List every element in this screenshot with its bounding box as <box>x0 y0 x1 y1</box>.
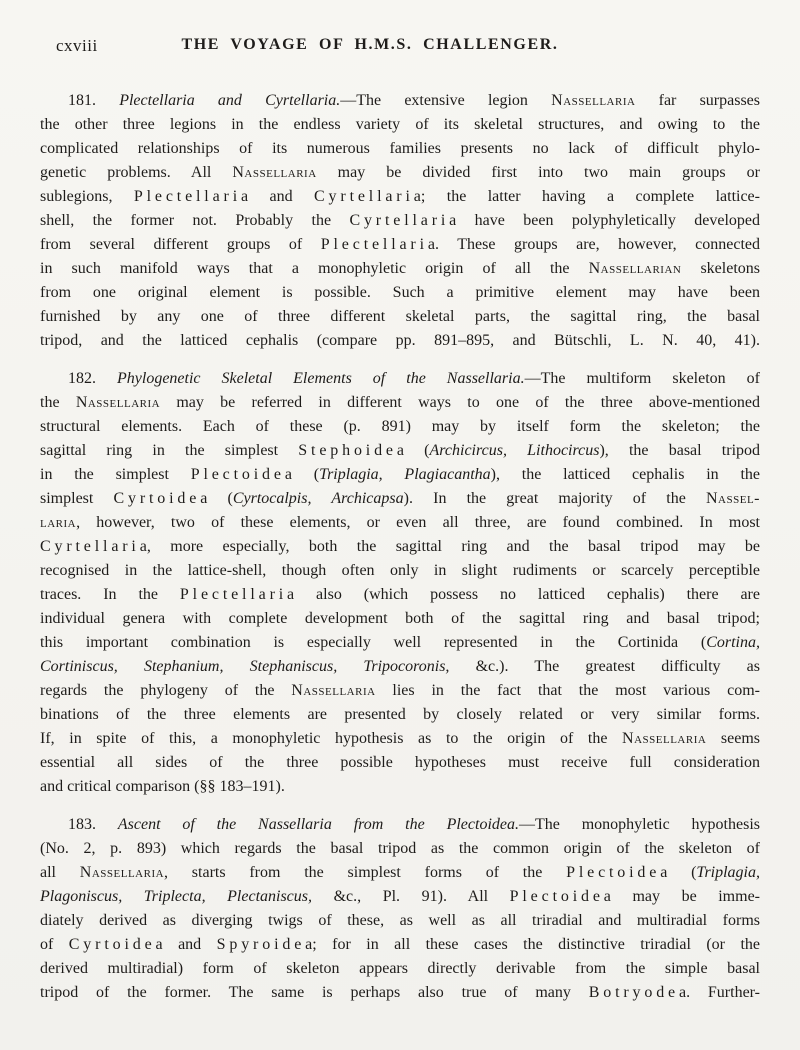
text-run: complicated relationships of its numerous families presents no lack of difficult phylo- <box>40 140 760 157</box>
text-run: (No. 2, p. 893) which regards the basal tripod as the common origin of the skeleton of <box>40 840 760 857</box>
page-number: cxviii <box>56 36 98 55</box>
text-run: skeletons <box>681 260 760 277</box>
text-line <box>40 89 760 113</box>
text-run: Plectoidea <box>566 864 672 881</box>
text-line <box>40 861 760 885</box>
text-run: Cyrtellaria <box>40 538 151 555</box>
text-line <box>40 957 760 981</box>
text-run: —The monophyletic hypothesis <box>519 816 761 833</box>
text-run: genetic problems. All <box>40 164 233 181</box>
text-run: furnished by any one of three different skeletal parts, the sagittal ring, the basal <box>40 308 760 325</box>
text-run: tripod, and the latticed cephalis (compare pp. 891–895, and Bütschli, L. N. 40, 41). <box>40 332 760 349</box>
text-line <box>40 631 760 655</box>
text-run: Phylogenetic Skeletal Elements of the Nassellaria. <box>117 370 525 387</box>
text-run: essential all sides of the three possible hypotheses must receive full consideration <box>40 754 760 771</box>
text-run: structural elements. Each of these (p. 891) may by itself form the skeleton; the <box>40 418 760 435</box>
text-line <box>40 703 760 727</box>
text-line <box>40 257 760 281</box>
text-line <box>40 391 760 415</box>
text-run: Triplagia, <box>696 864 760 881</box>
text-line <box>40 535 760 559</box>
text-run: If, in spite of this, a monophyletic hypothesis as to the origin of the <box>40 730 623 747</box>
text-run: ( <box>403 442 430 459</box>
text-run: individual genera with complete development both of the sagittal ring and basal tripod; <box>40 610 760 627</box>
text-run: regards the phylogeny of the <box>40 682 292 699</box>
text-run: sagittal ring in the simplest <box>40 442 299 459</box>
text-run: ; for in all these cases the distinctive triradial (or the <box>312 936 761 953</box>
text-run: Cyrtoidea <box>68 936 167 953</box>
text-run: , starts from the simplest forms of the <box>164 864 567 881</box>
text-run: of <box>40 936 69 953</box>
text-run: Plectoidea <box>509 888 615 905</box>
text-run: —The multiform skeleton of <box>524 370 760 387</box>
text-line <box>40 837 760 861</box>
text-run: Nassellaria <box>551 92 636 109</box>
text-run: Archicircus, Lithocircus <box>429 442 600 459</box>
text-run: sublegions, <box>40 188 134 205</box>
text-run: recognised in the lattice-shell, though often only in slight rudiments or scarcely perceptible <box>40 562 760 579</box>
text-run: Nassel- <box>705 490 760 507</box>
text-run: derived multiradial) form of skeleton appears directly derivable from the simple basal <box>40 960 760 977</box>
text-run: , more especially, both the sagittal ring and the basal tripod may be <box>146 538 760 555</box>
text-run: diately derived as diverging twigs of these, as well as all triradial and multiradial forms <box>40 912 760 929</box>
text-run: ), the latticed cephalis in the <box>490 466 761 483</box>
text-line <box>40 415 760 439</box>
text-line <box>40 185 760 209</box>
text-run: ( <box>667 864 697 881</box>
text-line <box>40 233 760 257</box>
text-line <box>40 583 760 607</box>
text-run: ). In the great majority of the <box>403 490 706 507</box>
text-line <box>40 487 760 511</box>
text-run: binations of the three elements are presented by closely related or very similar forms. <box>40 706 760 723</box>
text-line <box>40 655 760 679</box>
text-run: may be referred in different ways to one of the three above-mentioned <box>160 394 761 411</box>
text-line <box>40 559 760 583</box>
text-run: also (which possess no latticed cephalis) there are <box>294 586 760 603</box>
text-run: shell, the former not. Probably the <box>40 212 350 229</box>
text-line <box>40 607 760 631</box>
paragraph-182 <box>40 367 760 799</box>
text-run: all <box>40 864 80 881</box>
text-line <box>40 367 760 391</box>
text-line <box>40 329 760 353</box>
text-run: lies in the fact that the most various com- <box>375 682 760 699</box>
text-run: may be divided first into two main groups or <box>316 164 760 181</box>
text-run: may be imme- <box>610 888 760 905</box>
text-line <box>40 981 760 1005</box>
text-run: the <box>40 394 76 411</box>
text-run: Spyroidea <box>216 936 317 953</box>
text-run: ( <box>291 466 320 483</box>
text-run: 181. <box>68 92 120 109</box>
text-line <box>40 439 760 463</box>
text-run: and <box>248 188 315 205</box>
text-run: Stephoidea <box>298 442 408 459</box>
text-line <box>40 463 760 487</box>
text-run: simplest <box>40 490 114 507</box>
text-run: this important combination is especially well represented in the Cortinida ( <box>40 634 707 651</box>
text-run: seems <box>706 730 760 747</box>
text-run: &c., Pl. 91). All <box>312 888 510 905</box>
text-line <box>40 137 760 161</box>
text-run: &c.). The greatest difficulty as <box>449 658 760 675</box>
text-run: 183. <box>68 816 118 833</box>
page-body <box>40 89 760 1005</box>
running-title: THE VOYAGE OF H.M.S. CHALLENGER. <box>181 36 559 53</box>
text-run: from one original element is possible. Such a primitive element may have been <box>40 284 760 301</box>
text-run: Plectellaria <box>320 236 439 253</box>
text-run: Nassellaria <box>622 730 707 747</box>
text-line <box>40 909 760 933</box>
page-header <box>40 36 760 60</box>
text-run: the other three legions in the endless variety of its skeletal structures, and owing to the <box>40 116 760 133</box>
text-run: traces. In the <box>40 586 180 603</box>
text-run: Plectellaria <box>179 586 298 603</box>
text-run: Cyrtoidea <box>113 490 212 507</box>
text-run: ), the basal tripod <box>599 442 761 459</box>
text-run: Cyrtellaria <box>314 188 425 205</box>
text-run: Nassellarian <box>588 260 682 277</box>
text-line <box>40 679 760 703</box>
text-line <box>40 305 760 329</box>
text-run: Cyrtellaria <box>349 212 461 229</box>
paragraph-181 <box>40 89 760 353</box>
text-run: —The extensive legion <box>340 92 552 109</box>
text-run: Ascent of the Nassellaria from the Plectoidea. <box>117 816 519 833</box>
text-run: in such manifold ways that a monophyletic origin of all the <box>40 260 589 277</box>
text-run: . Further- <box>686 984 761 1001</box>
text-run: far surpasses <box>635 92 761 109</box>
text-run: . These groups are, however, connected <box>435 236 761 253</box>
text-run: Cortiniscus, Stephanium, Stephaniscus, Tripocoronis, <box>40 658 450 675</box>
text-line <box>40 933 760 957</box>
text-run: Nassellaria <box>232 164 317 181</box>
text-run: 182. <box>68 370 117 387</box>
text-line <box>40 161 760 185</box>
text-run: Nassellaria <box>291 682 376 699</box>
text-line <box>40 113 760 137</box>
text-run: from several different groups of <box>40 236 321 253</box>
text-run: and <box>162 936 217 953</box>
text-run: have been polyphyletically developed <box>456 212 761 229</box>
text-line <box>40 775 760 799</box>
paragraph-183 <box>40 813 760 1005</box>
text-line <box>40 727 760 751</box>
text-line <box>40 281 760 305</box>
text-run: in the simplest <box>40 466 191 483</box>
text-run: , however, two of these elements, or even all three, are found combined. In most <box>76 514 760 531</box>
text-run: Botryodea <box>588 984 690 1001</box>
text-run: Plagoniscus, Triplecta, Plectaniscus, <box>40 888 313 905</box>
text-run: Triplagia, Plagiacantha <box>319 466 491 483</box>
text-line <box>40 751 760 775</box>
text-run: Nassellaria <box>79 864 165 881</box>
text-run: and critical comparison (§§ 183–191). <box>40 778 285 795</box>
text-run: ( <box>207 490 233 507</box>
text-run: tripod of the former. The same is perhaps also true of many <box>40 984 589 1001</box>
text-run: Plectellaria <box>133 188 252 205</box>
text-line <box>40 511 760 535</box>
text-run: Cyrtocalpis, Archicapsa <box>232 490 404 507</box>
text-line <box>40 813 760 837</box>
text-run: Plectellaria and Cyrtellaria. <box>119 92 341 109</box>
text-run: Cortina, <box>706 634 760 651</box>
text-line <box>40 885 760 909</box>
text-run: laria <box>40 514 77 531</box>
text-line <box>40 209 760 233</box>
text-run: ; the latter having a complete lattice- <box>420 188 760 205</box>
text-run: Nassellaria <box>75 394 161 411</box>
text-run: Plectoidea <box>190 466 296 483</box>
